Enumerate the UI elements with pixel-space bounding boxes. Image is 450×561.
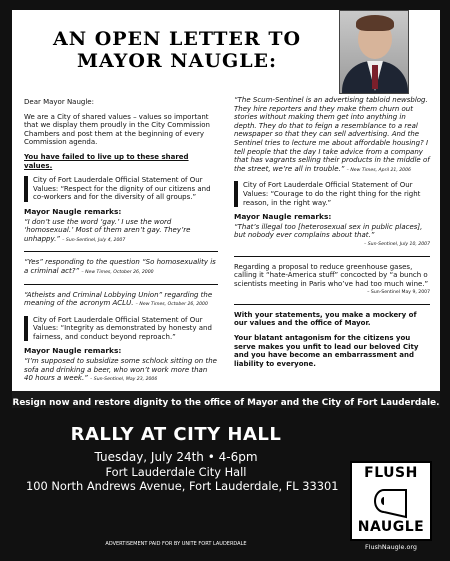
rally-block [26, 424, 339, 493]
quote-aclu: “Atheists and Criminal Lobbying Union” regarding the meaning of the acronym ACLU. – New Times, October 26, 2000 [24, 290, 213, 308]
antagonism-statement: Your blatant antagonism for the citizens you serve makes you unfit to lead our beloved City and you have become an embarrassment and liability to everyone. [234, 334, 419, 368]
paid-by-notice: ADVERTISEMENT PAID FOR BY UNITE FORT LAUDERDALE [105, 541, 247, 547]
rally-place: Fort Lauderdale City Hall [105, 465, 247, 479]
divider [234, 304, 430, 305]
mayor-photo [339, 10, 409, 94]
left-column [24, 98, 218, 391]
flush-naugle-logo [350, 461, 432, 541]
quote-schlock: “I’m supposed to subsidize some schlock sitting on the sofa and drinking a beer, who won’t work more than 40 hours a week.” – Sun-Sentinel, May 23, 2006 [24, 357, 217, 383]
remarks-label: Mayor Naugle remarks: [24, 206, 122, 216]
right-column [234, 96, 430, 374]
remarks-label: Mayor Naugle remarks: [24, 346, 122, 356]
values-statement-integrity: City of Fort Lauderdale Official Statement of Our Values: “Integrity as demonstrated by honesty and fairness, and conduct beyond reproach.” [24, 316, 218, 342]
intro-paragraph: We are a City of shared values – values so important that we display them proudly in the City Commission Chambers and post them at the beginning of every Commission agenda. [24, 112, 210, 147]
divider [234, 256, 430, 257]
rally-date: Tuesday, July 24th • 4-6pm [94, 450, 258, 464]
quote-illegal: “That’s illegal too [heterosexual sex in public places], but nobody ever complains about that.” – Sun-Sentinel, July 10, 2007 [234, 222, 430, 247]
rally-title: RALLY AT CITY HALL [70, 424, 282, 445]
failed-statement: You have failed to live up to these shared values. [24, 152, 189, 170]
letter-sheet [12, 10, 440, 408]
headline-line-2: MAYOR NAUGLE: [76, 50, 278, 72]
headline-line-1: AN OPEN LETTER TO [52, 28, 302, 50]
remarks-label: Mayor Naugle remarks: [234, 212, 332, 222]
divider [24, 251, 218, 252]
mockery-statement: With your statements, you make a mockery of our values and the office of Mayor. [234, 310, 417, 328]
values-statement-respect: City of Fort Lauderdale Official Statement of Our Values: “Respect for the dignity of our citizens and co-workers and for the diversity of all groups.” [24, 176, 218, 202]
values-statement-courage: City of Fort Lauderdale Official Statement of Our Values: “Courage to do the right thing for the right reason, in the right way.” [234, 181, 430, 207]
rally-address: 100 North Andrews Avenue, Fort Lauderdale, FL 33301 [26, 479, 339, 493]
quote-criminal: “Yes” responding to the question “So homosexuality is a criminal act?” – New Times, October 26, 2000 [24, 258, 216, 275]
logo-url: FlushNaugle.org [365, 543, 417, 551]
quote-greenhouse: Regarding a proposal to reduce greenhouse gases, calling it “hate-America stuff” concocted by “a bunch o scientists meeting in Paris who’ve had too much wine.” – Sun-Sentinel May 9, 2007 [234, 262, 430, 296]
logo-word-naugle: NAUGLE [357, 519, 425, 535]
quote-scum-sentinel: “The Scum-Sentinel is an advertising tabloid newsblog. They hire reporters and they make them churn out stories without making them get into anything in depth. They do that to feign a resemblance to a real newspaper so that they can sell advertising. And the Sentinel tries to lecture me about affordable housing? I tell people that the day I take advice from a company that has vagrants selling their products in the middle of the street, we’re all in trouble.” – New Times, April 21, 2006 [234, 96, 430, 173]
resign-banner: Resign now and restore dignity to the office of Mayor and the City of Fort Lauderdale. [12, 391, 440, 408]
quote-gay: “I don’t use the word ‘gay.’ I use the word ‘homosexual.’ Most of them aren’t gay. They’re unhappy.” – Sun-Sentinel, July 4, 2007 [24, 217, 191, 243]
salutation: Dear Mayor Naugle: [24, 98, 94, 106]
toilet-paper-icon [372, 487, 412, 519]
headline [12, 28, 342, 72]
logo-word-flush: FLUSH [364, 465, 418, 481]
divider [24, 284, 218, 285]
